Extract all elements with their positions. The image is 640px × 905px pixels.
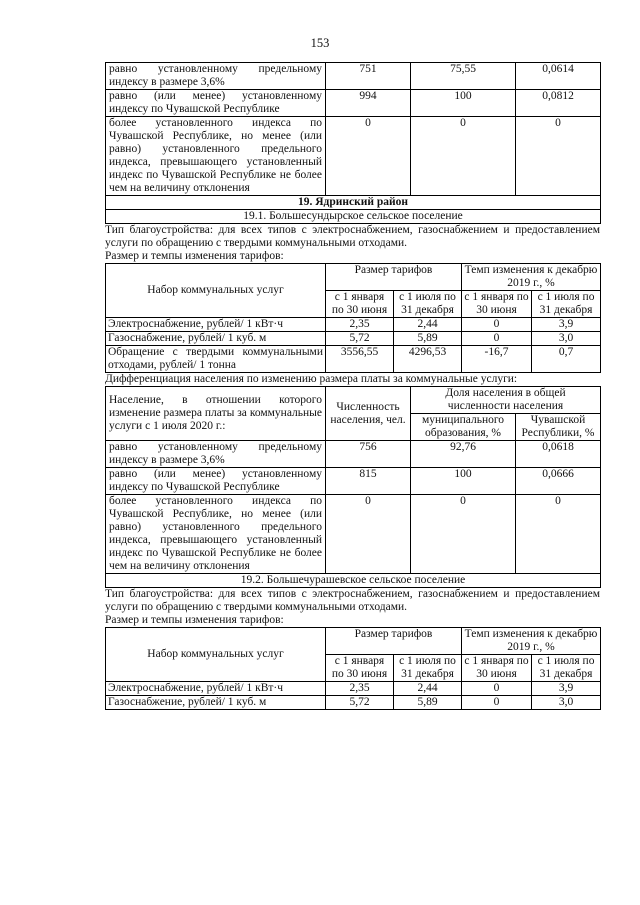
rate-jan-jun: 0 xyxy=(462,332,532,346)
settlement-title-row xyxy=(106,210,601,224)
table-row xyxy=(106,332,601,346)
table-row xyxy=(106,441,601,468)
header-population: Население, в отношении которого изменение размера платы за коммунальные услуги с 1 июля 2020 г.: xyxy=(106,387,326,441)
row-rep-share: 0 xyxy=(516,495,601,574)
table-header-row xyxy=(106,628,601,655)
settlement-title: 19.2. Большечурашевское сельское поселение xyxy=(106,574,601,588)
row-mun-share: 75,55 xyxy=(411,63,516,90)
tariffs-caption: Размер и темпы изменения тарифов: xyxy=(105,614,284,626)
tariff-jan-jun: 3556,55 xyxy=(326,346,394,373)
row-mun-share: 100 xyxy=(411,468,516,495)
improvement-type-text: Тип благоустройства: для всех типов с электроснабжением, газоснабжением и предоставлением услуги по обращению с твердыми коммунальными отходами. xyxy=(105,224,600,249)
service-name: Электроснабжение, рублей/ 1 кВт·ч xyxy=(106,318,326,332)
page-number: 153 xyxy=(310,36,330,50)
header-rate: Темп изменения к декабрю 2019 г., % xyxy=(462,264,601,291)
tariff-jul-dec: 4296,53 xyxy=(394,346,462,373)
row-rep-share: 0 xyxy=(516,117,601,196)
subheader-rate-jan-jun: с 1 января по 30 июня xyxy=(462,655,532,682)
rate-jan-jun: 0 xyxy=(462,318,532,332)
tariff-jul-dec: 2,44 xyxy=(394,682,462,696)
row-label: более установленного индекса по Чувашской Республике, но менее (или равно) установленного предельного индекса, превышающего установленный индекс по Чувашской Республике не более чем на величину отклонения xyxy=(106,495,326,574)
tariff-jan-jun: 5,72 xyxy=(326,696,394,710)
row-rep-share: 0,0666 xyxy=(516,468,601,495)
header-size: Размер тарифов xyxy=(326,628,462,655)
row-count: 756 xyxy=(326,441,411,468)
district-title-row xyxy=(106,196,601,210)
subheader-jul-dec: с 1 июля по 31 декабря xyxy=(394,291,462,318)
table-row xyxy=(106,495,601,574)
service-name: Газоснабжение, рублей/ 1 куб. м xyxy=(106,696,326,710)
row-mun-share: 92,76 xyxy=(411,441,516,468)
row-mun-share: 100 xyxy=(411,90,516,117)
rate-jul-dec: 3,0 xyxy=(532,332,601,346)
tariff-jan-jun: 5,72 xyxy=(326,332,394,346)
row-count: 815 xyxy=(326,468,411,495)
improvement-type-text: Тип благоустройства: для всех типов с электроснабжением, газоснабжением и предоставлением услуги по обращению с твердыми коммунальными отходами. xyxy=(105,588,600,613)
rate-jan-jun: -16,7 xyxy=(462,346,532,373)
table-header-row xyxy=(106,387,601,414)
row-label: равно (или менее) установленному индексу по Чувашской Республике xyxy=(106,468,326,495)
row-rep-share: 0,0618 xyxy=(516,441,601,468)
tariffs-caption: Размер и темпы изменения тарифов: xyxy=(105,250,284,262)
subheader-jan-jun: с 1 января по 30 июня xyxy=(326,291,394,318)
row-mun-share: 0 xyxy=(411,495,516,574)
rate-jan-jun: 0 xyxy=(462,682,532,696)
header-rep-share: Чувашской Республики, % xyxy=(516,414,601,441)
settlement-title-row xyxy=(106,574,601,588)
row-count: 751 xyxy=(326,63,411,90)
header-service: Набор коммунальных услуг xyxy=(106,264,326,318)
row-label: более установленного индекса по Чувашской Республике, но менее (или равно) установленного предельного индекса, превышающего установленный индекс по Чувашской Республике не более чем на величину отклонения xyxy=(106,117,326,196)
population-table-top xyxy=(105,62,601,224)
row-count: 0 xyxy=(326,117,411,196)
page-content xyxy=(105,62,600,710)
row-label: равно установленному предельному индексу в размере 3,6% xyxy=(106,63,326,90)
row-label: равно установленному предельному индексу в размере 3,6% xyxy=(106,441,326,468)
table-row xyxy=(106,318,601,332)
settlement-title: 19.1. Большесундырское сельское поселение xyxy=(106,210,601,224)
rate-jan-jun: 0 xyxy=(462,696,532,710)
table-row xyxy=(106,682,601,696)
tariff-jul-dec: 5,89 xyxy=(394,696,462,710)
row-label: равно (или менее) установленному индексу по Чувашской Республике xyxy=(106,90,326,117)
header-rate: Темп изменения к декабрю 2019 г., % xyxy=(462,628,601,655)
service-name: Обращение с твердыми коммунальными отходами, рублей/ 1 тонна xyxy=(106,346,326,373)
tariff-jul-dec: 2,44 xyxy=(394,318,462,332)
header-count: Численность населения, чел. xyxy=(326,387,411,441)
service-name: Электроснабжение, рублей/ 1 кВт·ч xyxy=(106,682,326,696)
table-row xyxy=(106,90,601,117)
rate-jul-dec: 0,7 xyxy=(532,346,601,373)
header-service: Набор коммунальных услуг xyxy=(106,628,326,682)
header-share: Доля населения в общей численности населения xyxy=(411,387,601,414)
table-row xyxy=(106,696,601,710)
tariff-jul-dec: 5,89 xyxy=(394,332,462,346)
header-size: Размер тарифов xyxy=(326,264,462,291)
row-count: 994 xyxy=(326,90,411,117)
table-row xyxy=(106,346,601,373)
subheader-jan-jun: с 1 января по 30 июня xyxy=(326,655,394,682)
table-row xyxy=(106,117,601,196)
rate-jul-dec: 3,0 xyxy=(532,696,601,710)
subheader-jul-dec: с 1 июля по 31 декабря xyxy=(394,655,462,682)
table-row xyxy=(106,468,601,495)
subheader-rate-jul-dec: с 1 июля по 31 декабря xyxy=(532,655,601,682)
subheader-rate-jan-jun: с 1 января по 30 июня xyxy=(462,291,532,318)
tariff-table xyxy=(105,263,601,373)
differentiation-caption: Дифференциация населения по изменению размера платы за коммунальные услуги: xyxy=(105,373,518,385)
rate-jul-dec: 3,9 xyxy=(532,318,601,332)
subheader-rate-jul-dec: с 1 июля по 31 декабря xyxy=(532,291,601,318)
row-count: 0 xyxy=(326,495,411,574)
table-row xyxy=(106,63,601,90)
service-name: Газоснабжение, рублей/ 1 куб. м xyxy=(106,332,326,346)
tariff-jan-jun: 2,35 xyxy=(326,682,394,696)
rate-jul-dec: 3,9 xyxy=(532,682,601,696)
tariff-table xyxy=(105,627,601,710)
row-mun-share: 0 xyxy=(411,117,516,196)
tariff-jan-jun: 2,35 xyxy=(326,318,394,332)
population-table xyxy=(105,386,601,588)
district-title: 19. Ядринский район xyxy=(106,196,601,210)
row-rep-share: 0,0614 xyxy=(516,63,601,90)
row-rep-share: 0,0812 xyxy=(516,90,601,117)
table-header-row xyxy=(106,264,601,291)
header-mun-share: муниципального образования, % xyxy=(411,414,516,441)
